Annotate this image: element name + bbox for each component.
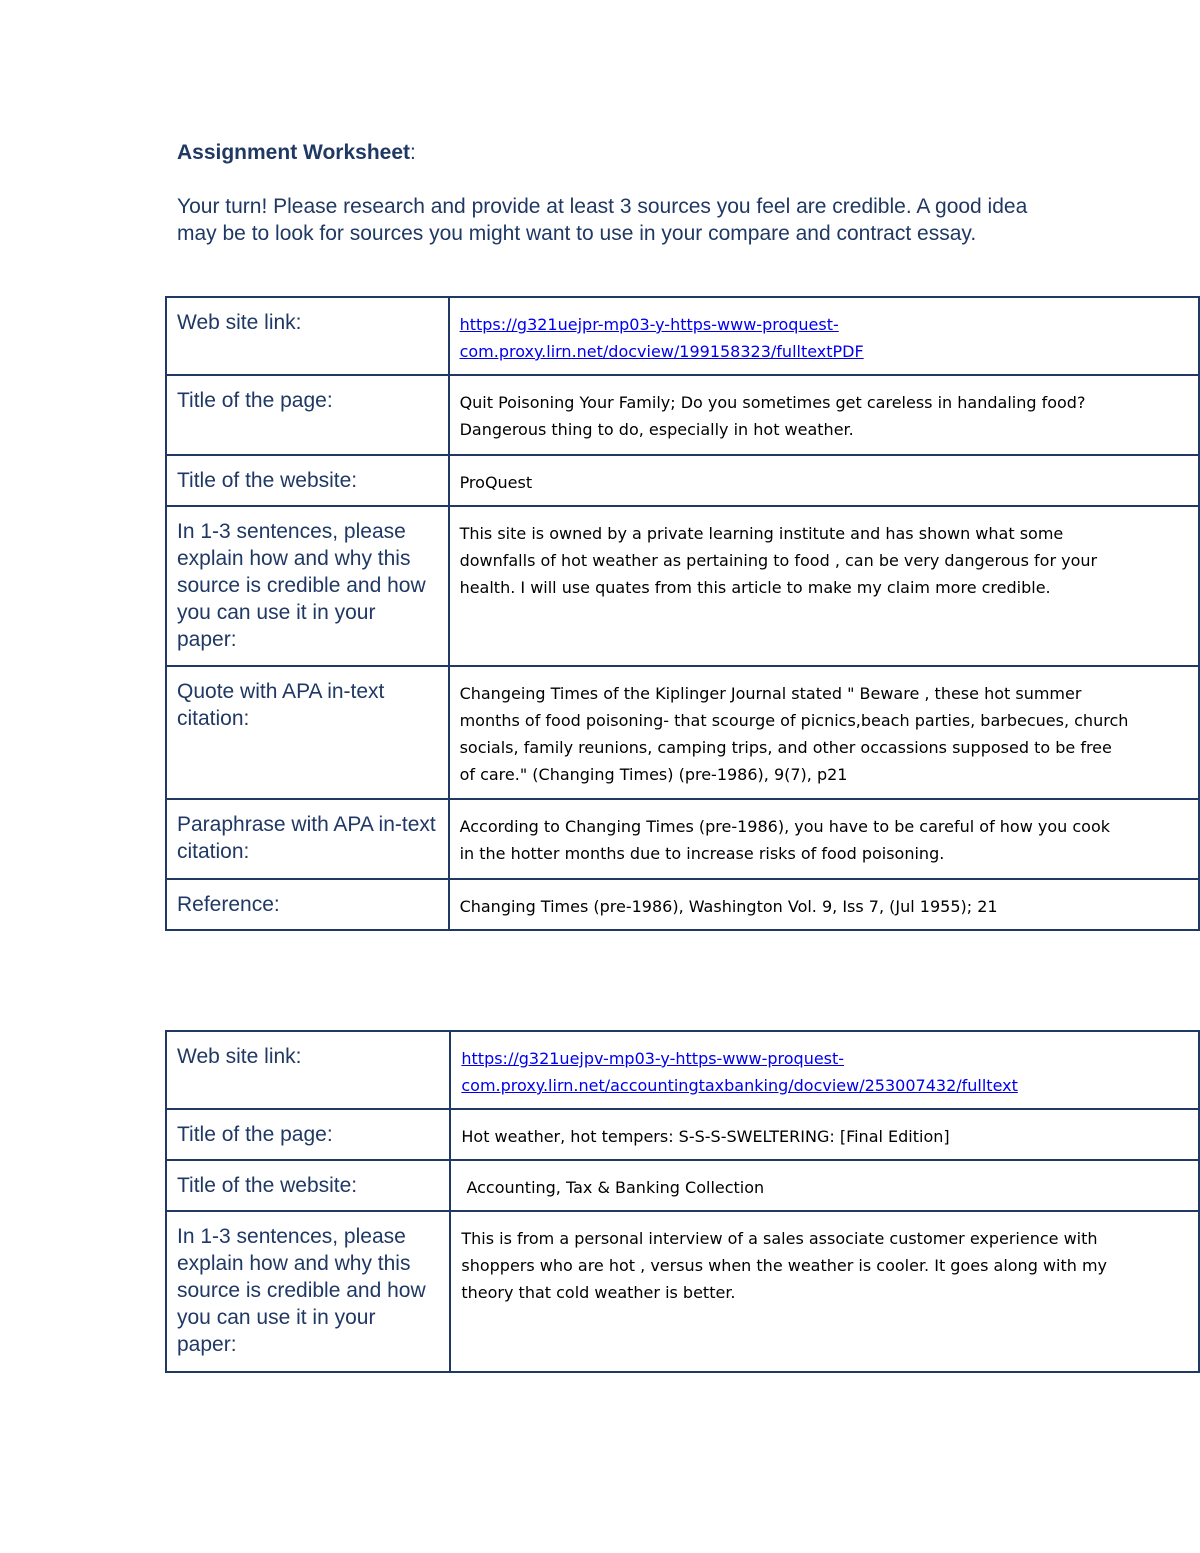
table-row (166, 375, 1199, 455)
label-credibility: In 1-3 sentences, please explain how and why this source is credible and how you can use it in your paper: (166, 1211, 450, 1372)
text-line: Quit Poisoning Your Family; Do you sometimes get careless in handaling food? (459, 393, 1086, 412)
value-page-title (450, 1109, 1199, 1160)
label-page-title: Title of the page: (166, 375, 449, 455)
table-row (166, 879, 1199, 930)
value-credibility (449, 506, 1199, 666)
text-line: Dangerous thing to do, especially in hot weather. (459, 420, 854, 439)
label-paraphrase: Paraphrase with APA in-text citation: (166, 799, 449, 879)
table-row (166, 506, 1199, 666)
text-line: theory that cold weather is better. (461, 1283, 736, 1302)
source-table-1 (165, 296, 1200, 931)
value-credibility (450, 1211, 1199, 1372)
table-row (166, 1031, 1199, 1109)
label-page-title: Title of the page: (166, 1109, 450, 1160)
label-website-title: Title of the website: (166, 1160, 450, 1211)
worksheet-heading (177, 141, 416, 165)
text-line: shoppers who are hot , versus when the weather is cooler. It goes along with my (461, 1256, 1108, 1275)
table-row (166, 455, 1199, 506)
text-line: in the hotter months due to increase risks of food poisoning. (459, 844, 945, 863)
table-row (166, 799, 1199, 879)
text-line: Changing Times (pre-1986), Washington Vol. 9, Iss 7, (Jul 1955); 21 (459, 897, 998, 916)
source-1-link[interactable] (460, 311, 1188, 365)
text-line: This is from a personal interview of a sales associate customer experience with (461, 1229, 1098, 1248)
text-line: ProQuest (459, 473, 533, 492)
table-row (166, 1160, 1199, 1211)
value-page-title (449, 375, 1199, 455)
intro-paragraph: Your turn! Please research and provide at least 3 sources you feel are credible. A good idea may be to look for sources you might want to use in your compare and contract essay. (177, 195, 1028, 245)
value-website-title (450, 1160, 1199, 1211)
table-row (166, 666, 1199, 799)
table-row (166, 1109, 1199, 1160)
text-line: Accounting, Tax & Banking Collection (461, 1178, 765, 1197)
label-reference: Reference: (166, 879, 449, 930)
table-row (166, 1211, 1199, 1372)
text-line: socials, family reunions, camping trips, and other occassions supposed to be free (459, 738, 1112, 757)
source-table-2 (165, 1030, 1200, 1373)
link-line: com.proxy.lirn.net/docview/199158323/fulltextPDF (459, 342, 864, 361)
link-line: https://g321uejpr-mp03-y-https-www-proquest- (459, 315, 839, 334)
link-line: https://g321uejpv-mp03-y-https-www-proquest- (461, 1049, 845, 1068)
value-website-title (449, 455, 1199, 506)
heading-title: Assignment Worksheet (177, 141, 410, 164)
source-2-link[interactable] (461, 1045, 1188, 1099)
value-web-site-link (450, 1031, 1199, 1109)
value-quote (449, 666, 1199, 799)
text-line: downfalls of hot weather as pertaining to food , can be very dangerous for your (459, 551, 1098, 570)
value-reference (449, 879, 1199, 930)
text-line: Hot weather, hot tempers: S-S-S-SWELTERING: [Final Edition] (461, 1127, 950, 1146)
value-web-site-link (449, 297, 1199, 375)
label-web-site-link: Web site link: (166, 1031, 450, 1109)
text-line: health. I will use quates from this article to make my claim more credible. (459, 578, 1051, 597)
text-line: months of food poisoning- that scourge of picnics,beach parties, barbecues, church (459, 711, 1129, 730)
label-quote: Quote with APA in-text citation: (166, 666, 449, 799)
label-web-site-link: Web site link: (166, 297, 449, 375)
label-credibility: In 1-3 sentences, please explain how and why this source is credible and how you can use it in your paper: (166, 506, 449, 666)
value-paraphrase (449, 799, 1199, 879)
text-line: of care." (Changing Times) (pre-1986), 9(7), p21 (459, 765, 848, 784)
text-line: Changeing Times of the Kiplinger Journal stated " Beware , these hot summer (459, 684, 1082, 703)
text-line: This site is owned by a private learning institute and has shown what some (459, 524, 1064, 543)
link-line: com.proxy.lirn.net/accountingtaxbanking/docview/253007432/fulltext (461, 1076, 1018, 1095)
table-row (166, 297, 1199, 375)
heading-colon: : (410, 141, 416, 164)
text-line: According to Changing Times (pre-1986), you have to be careful of how you cook (459, 817, 1111, 836)
label-website-title: Title of the website: (166, 455, 449, 506)
